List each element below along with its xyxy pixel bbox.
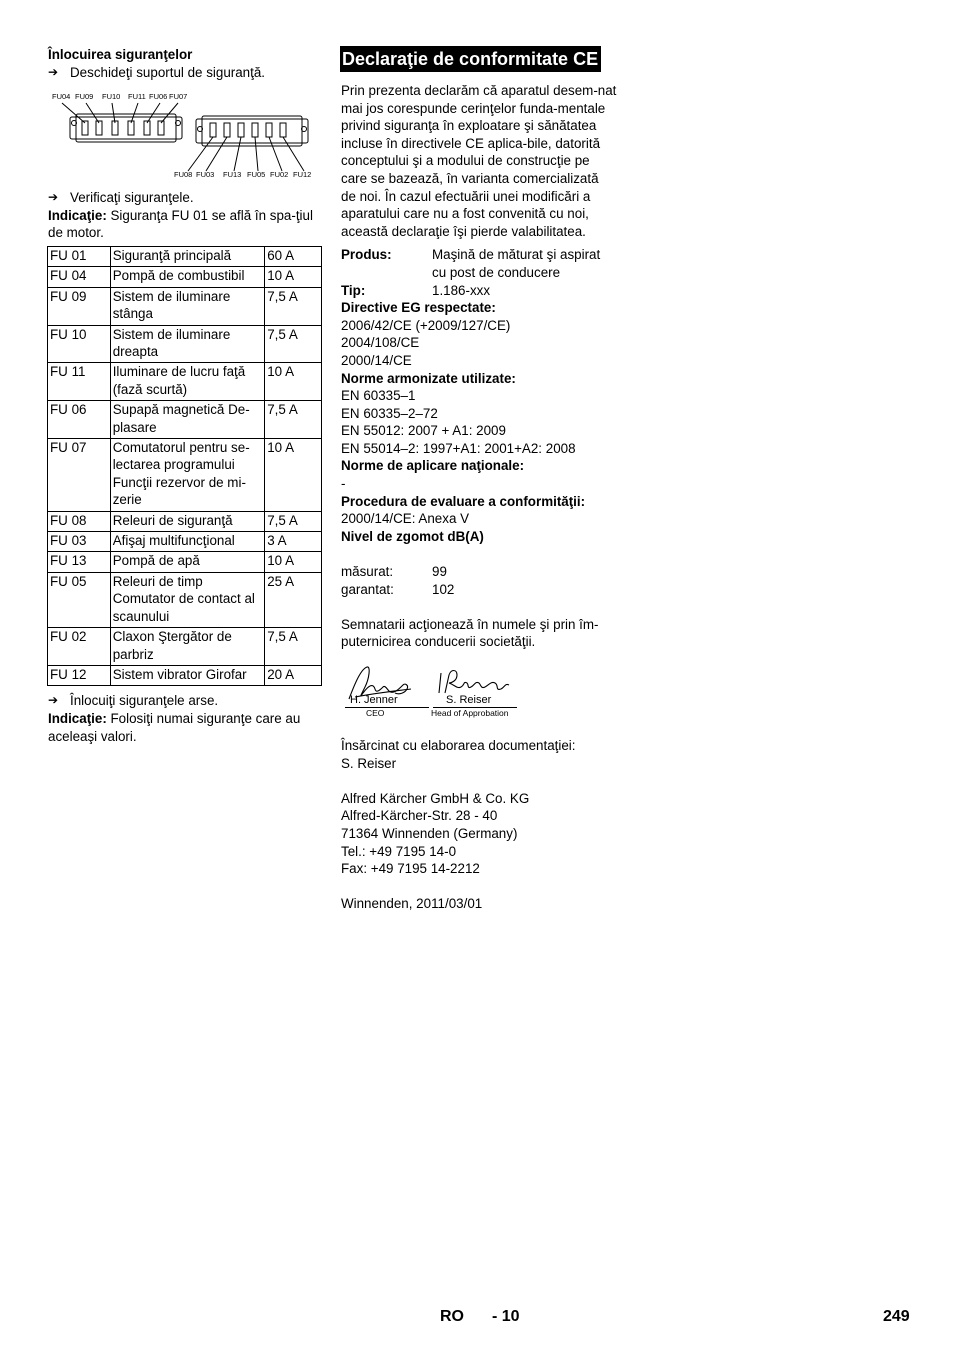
spacer [341,772,617,790]
fuse-table-body [48,246,322,685]
fuse-id: FU 13 [48,552,111,572]
place-date: Winnenden, 2011/03/01 [341,896,483,912]
fuse-id: FU 09 [48,287,111,325]
fuse-label: FU12 [293,170,312,180]
fuse-description: Releuri de siguranţă [110,511,265,531]
fuse-label: FU04 [52,92,71,102]
note-text: Siguranţa FU 01 se află în spa-ţiul de motor. [48,207,313,241]
fuse-id: FU 04 [48,267,111,287]
note-text: Folosiţi numai siguranţe care au aceleaşi valori. [48,710,301,744]
spacer [341,878,617,896]
fuse-description: Pompă de combustibil [110,267,265,287]
procedure-label: Procedura de evaluare a conformităţii: [341,493,586,509]
footer-language: RO [440,1308,464,1325]
fuse-row [48,532,322,552]
fuse-id: FU 08 [48,511,111,531]
fuse-rating: 10 A [265,439,322,512]
fuse-rating: 60 A [265,246,322,266]
signer-name: S. Reiser [446,694,492,706]
guaranteed-value: 102 [432,581,455,597]
signatories-text: Semnatarii acţionează în numele şi prin îm-puternicirea conducerii societăţii. [341,616,599,650]
address-line: Tel.: +49 7195 14-0 [341,843,457,859]
norm-item: EN 60335–1 [341,388,416,404]
fuse-id: FU 11 [48,363,111,401]
fuse-rating: 10 A [265,363,322,401]
fuse-rating: 20 A [265,665,322,685]
fuse-row [48,401,322,439]
national-norms-label: Norme de aplicare naţionale: [341,458,525,474]
measured-label: măsurat: [341,564,394,580]
product-value: Maşină de măturat şi aspirat cu post de conducere [432,247,601,280]
arrow-right-icon: ➔ [48,190,59,205]
address-line: Fax: +49 7195 14-2212 [341,861,480,877]
fuse-label: FU02 [270,170,289,180]
fuse-label: FU06 [149,92,168,102]
fuse-label: FU08 [174,170,193,180]
national-norms-value: - [341,476,346,492]
footer-local-page [492,1307,520,1327]
norm-item: EN 55012: 2007 + A1: 2009 [341,423,506,439]
type-label: Tip: [341,282,366,298]
fuse-description: Supapă magnetică De-plasare [110,401,265,439]
fuse-id: FU 06 [48,401,111,439]
section-title: Înlocuirea siguranţelor [48,47,193,62]
fuse-description: Claxon Ştergător de parbriz [110,628,265,666]
fuse-label: FU11 [128,92,146,102]
fuse-rating: 10 A [265,552,322,572]
arrow-right-icon: ➔ [48,693,59,708]
signer-role: Head of Approbation [431,708,509,718]
fuse-row [48,511,322,531]
norm-item: EN 60335–2–72 [341,405,438,421]
signer-name: H. Jenner [350,694,398,706]
fuse-label: FU07 [169,92,188,102]
fuse-description: Sistem de iluminare dreapta [110,325,265,363]
arrow-right-icon: ➔ [48,64,59,79]
step-text: Înlocuiţi siguranţele arse. [70,693,219,709]
fuse-description: Siguranţă principală [110,246,265,266]
note-label: Indicaţie: [48,710,107,726]
fuse-row [48,287,322,325]
fuse-rating: 25 A [265,572,322,627]
fuse-id: FU 05 [48,572,111,627]
fuse-rating: 7,5 A [265,401,322,439]
step-text: Deschideţi suportul de siguranţă. [70,64,266,80]
type-row [341,282,617,300]
product-row [341,246,617,281]
documentation-person: S. Reiser [341,755,397,771]
directive-item: 2006/42/CE (+2009/127/CE) [341,317,511,333]
directive-item: 2004/108/CE [341,335,420,351]
left-column [48,46,322,745]
fuse-holder-diagram [48,93,322,181]
fuse-row [48,363,322,401]
fuse-row [48,628,322,666]
procedure-value: 2000/14/CE: Anexa V [341,511,470,527]
measured-value: 99 [432,564,447,580]
fuse-row [48,267,322,287]
fuse-id: FU 01 [48,246,111,266]
fuse-description: Iluminare de lucru faţă (fază scurtă) [110,363,265,401]
signer-role: CEO [366,708,385,718]
right-column [341,46,617,913]
note [48,207,322,242]
fuse-rating: 7,5 A [265,628,322,666]
fuse-description: Afişaj multifuncţional [110,532,265,552]
fuse-id: FU 03 [48,532,111,552]
fuse-id: FU 02 [48,628,111,666]
address-line: Alfred Kärcher GmbH & Co. KG [341,790,530,806]
noise-label: Nivel de zgomot dB(A) [341,528,484,544]
fuse-label: FU10 [102,92,121,102]
measured-row [341,563,617,581]
declaration-heading: Declaraţie de conformitate CE [340,46,601,72]
fuse-table [47,246,322,686]
fuse-description: Sistem de iluminare stânga [110,287,265,325]
fuse-rating: 10 A [265,267,322,287]
footer-page-number: 249 [883,1308,910,1325]
step-replace-fuses [48,692,322,710]
directives-label: Directive EG respectate: [341,300,496,316]
fuse-id: FU 10 [48,325,111,363]
documentation-label: Însărcinat cu elaborarea documentaţiei: [341,738,576,753]
product-label: Produs: [341,247,392,263]
fuse-id: FU 12 [48,665,111,685]
fuse-label: FU03 [196,170,215,180]
fuse-row [48,665,322,685]
fuse-rating: 7,5 A [265,325,322,363]
fuse-row [48,572,322,627]
type-value: 1.186-xxx [432,282,491,298]
note-label: Indicaţie: [48,207,107,223]
fuse-description: Pompă de apă [110,552,265,572]
step-text: Verificaţi siguranţele. [70,190,194,206]
intro-paragraph: Prin prezenta declarăm că aparatul desem-nat mai jos corespunde cerinţelor funda-mentale privind siguranţa în exploatare şi sănătatea incluse în directivele CE aplica-bile, datorită conceptului şi a modului de construcţie pe care se bazează, în varianta comercializată de noi. În cazul efectuării unei modificări a aparatului care nu a fost convenită cu noi, această declaraţie îşi pierde valabilitatea. [341,83,617,239]
footer-local-page-text: - 10 [492,1308,520,1325]
fuse-label: FU13 [223,170,242,180]
fuse-description: Comutatorul pentru se-lectarea programului Funcţii rezervor de mi-zerie [110,439,265,512]
fuse-rating: 7,5 A [265,287,322,325]
fuse-row [48,325,322,363]
address-line: Alfred-Kärcher-Str. 28 - 40 [341,808,498,824]
norm-item: EN 55014–2: 1997+A1: 2001+A2: 2008 [341,440,576,456]
fuse-row [48,552,322,572]
signature-block [341,663,617,727]
fuse-id: FU 07 [48,439,111,512]
fuse-description: Releuri de timp Comutator de contact al scaunului [110,572,265,627]
spacer [341,598,617,616]
fuse-rating: 3 A [265,532,322,552]
guaranteed-label: garantat: [341,581,394,597]
spacer [341,545,617,563]
fuse-row [48,439,322,512]
guaranteed-row [341,581,617,599]
address-line: 71364 Winnenden (Germany) [341,825,518,841]
step-open-holder [48,64,322,82]
norms-label: Norme armonizate utilizate: [341,370,516,386]
step-check-fuses [48,189,322,207]
fuse-row [48,246,322,266]
fuse-rating: 7,5 A [265,511,322,531]
fuse-holder-drawing [48,93,322,181]
signature-line [345,707,429,708]
fuse-description: Sistem vibrator Girofar [110,665,265,685]
fuse-label: FU05 [247,170,266,180]
fuse-label: FU09 [75,92,94,102]
directive-item: 2000/14/CE [341,352,412,368]
note [48,710,322,745]
